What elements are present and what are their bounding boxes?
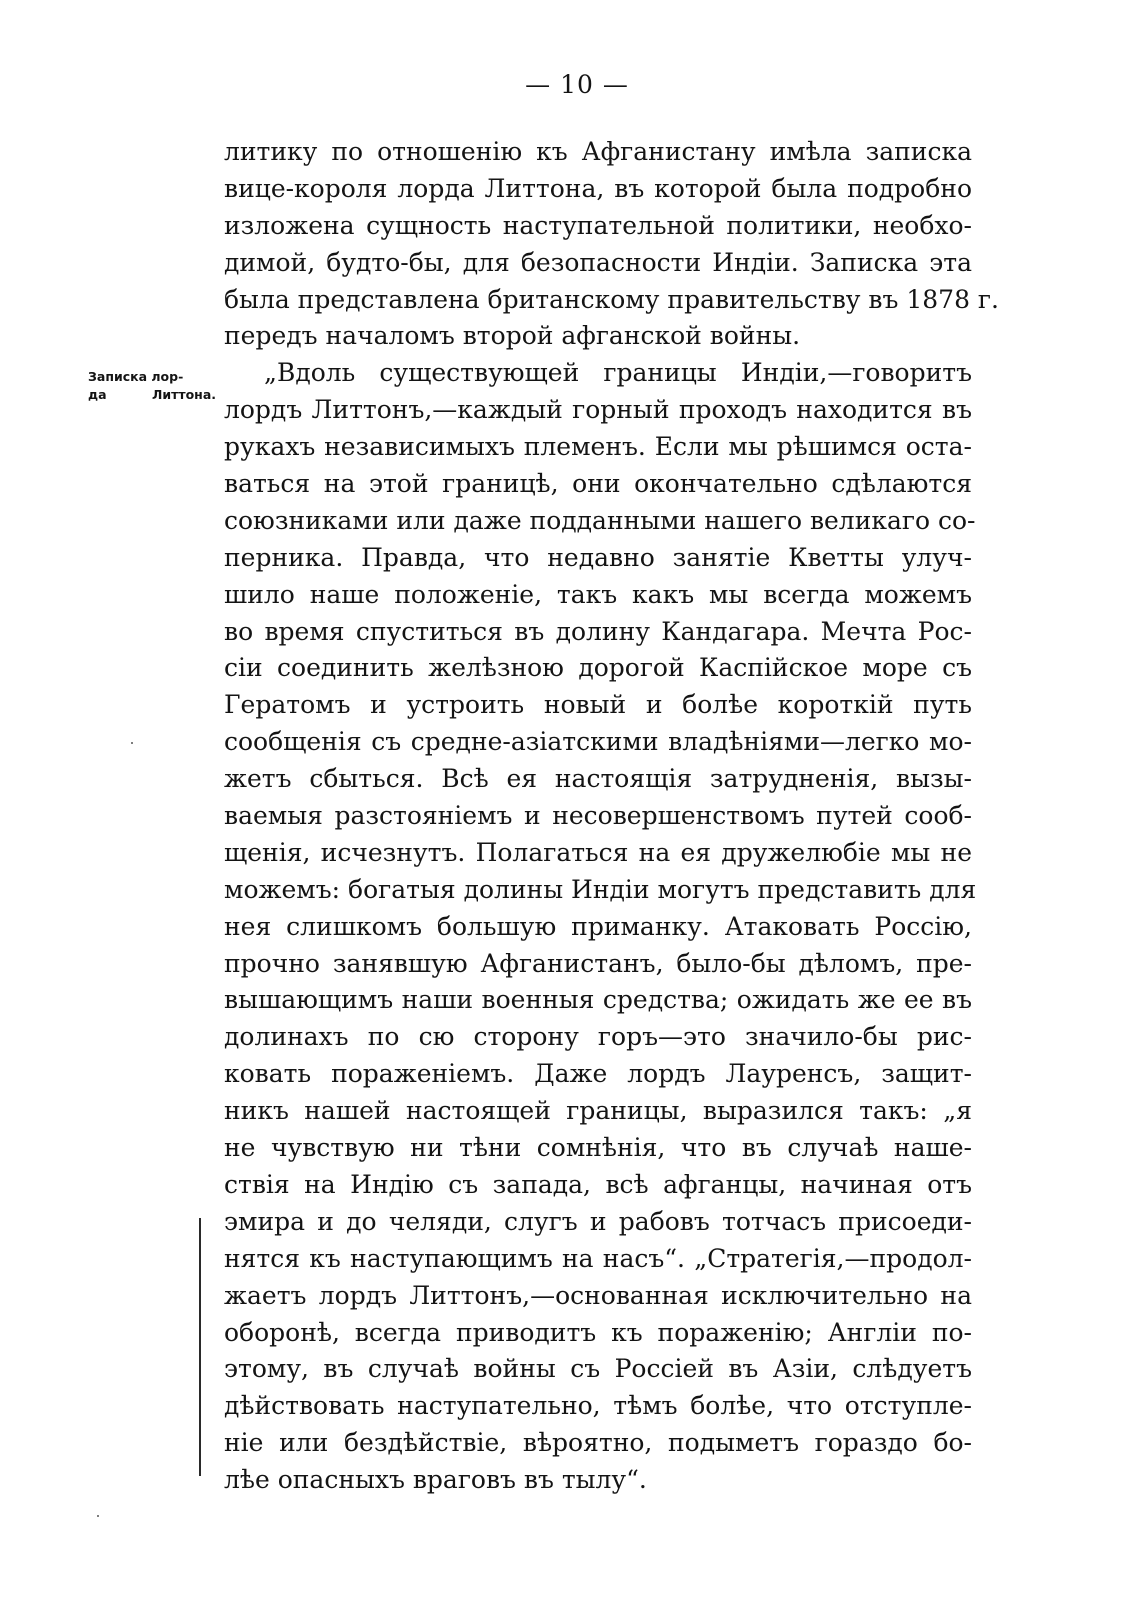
text-line: не чувствую ни тѣни сомнѣнія, что въ случаѣ наше- (224, 1133, 972, 1163)
text-line: оборонѣ, всегда приводитъ къ пораженію; Англіи по- (224, 1317, 972, 1347)
margin-rule (199, 1218, 201, 1476)
text-line: вышающимъ наши военныя средства; ожидать же ее въ (224, 985, 972, 1015)
text-line: прочно занявшую Афганистанъ, было-бы дѣломъ, пре- (224, 948, 972, 978)
text-line: союзниками или даже подданными нашего великаго со- (224, 505, 976, 535)
text-line: ваться на этой границѣ, они окончательно сдѣлаются (224, 469, 972, 499)
text-line: перника. Правда, что недавно занятіе Кветты улуч- (224, 542, 972, 572)
body-text (224, 134, 999, 1499)
text-line: сообщенія съ средне-азіатскими владѣніями—легко мо- (224, 727, 972, 757)
text-line: сіи соединить желѣзною дорогой Каспійское море съ (224, 653, 972, 683)
text-line: ніе или бездѣйствіе, вѣроятно, подыметъ гораздо бо- (224, 1428, 972, 1458)
text-line: ваемыя разстояніемъ и несовершенствомъ путей сооб- (224, 801, 972, 831)
text-line: можемъ: богатыя долины Индіи могутъ представить для (224, 874, 977, 904)
text-line: щенія, исчезнутъ. Полагаться на ея дружелюбіе мы не (224, 837, 972, 867)
text-line: была представлена британскому правительству въ 1878 г. (224, 284, 999, 314)
text-line: Гератомъ и устроить новый и болѣе короткій путь (224, 690, 972, 720)
text-line: рукахъ независимыхъ племенъ. Если мы рѣшимся оста- (224, 432, 972, 462)
text-line: лордъ Литтонъ,—каждый горный проходъ находится въ (224, 395, 972, 425)
text-line: нея слишкомъ большую приманку. Атаковать Россію, (224, 911, 972, 941)
text-line: никъ нашей настоящей границы, выразился такъ: „я (224, 1096, 972, 1126)
margin-note-line: Записка лор- (88, 369, 184, 384)
text-line: изложена сущность наступательной политики, необхо- (224, 210, 972, 240)
text-line: жаетъ лордъ Литтонъ,—основанная исключительно на (224, 1280, 972, 1310)
text-line: во время спуститься въ долину Кандагара. Мечта Рос- (224, 616, 972, 646)
scan-speck (97, 1515, 99, 1517)
text-line: эмира и до челяди, слугъ и рабовъ тотчасъ присоеди- (224, 1206, 972, 1236)
text-line: нятся къ наступающимъ на насъ“. „Стратегія,—продол- (224, 1243, 972, 1273)
text-line: дѣйствовать наступательно, тѣмъ болѣе, что отступле- (224, 1391, 972, 1421)
scan-speck (131, 742, 133, 744)
text-line: этому, въ случаѣ войны съ Россіей въ Азіи, слѣдуетъ (224, 1354, 972, 1384)
margin-note-line: да Литтона. (88, 387, 216, 402)
page-number: — 10 — (525, 70, 629, 99)
text-line: ковать пораженіемъ. Даже лордъ Лауренсъ, защит- (224, 1059, 972, 1089)
text-line: димой, будто-бы, для безопасности Индіи. Записка эта (224, 247, 972, 277)
text-line: вице-короля лорда Литтона, въ которой была подробно (224, 173, 972, 203)
text-line: литику по отношенію къ Афганистану имѣла записка (224, 137, 972, 166)
text-line: лѣе опасныхъ враговъ въ тылу“. (224, 1465, 647, 1495)
text-line: жетъ сбыться. Всѣ ея настоящія затрудненія, вызы- (224, 764, 972, 794)
text-line: „Вдоль существующей границы Индіи,—говоритъ (264, 358, 972, 388)
text-line: долинахъ по сю сторону горъ—это значило-бы рис- (224, 1022, 972, 1052)
margin-note (88, 368, 216, 404)
text-line: передъ началомъ второй афганской войны. (224, 321, 801, 351)
text-line: ствія на Индію съ запада, всѣ афганцы, начиная отъ (224, 1169, 972, 1199)
text-line: шило наше положеніе, такъ какъ мы всегда можемъ (224, 579, 972, 609)
